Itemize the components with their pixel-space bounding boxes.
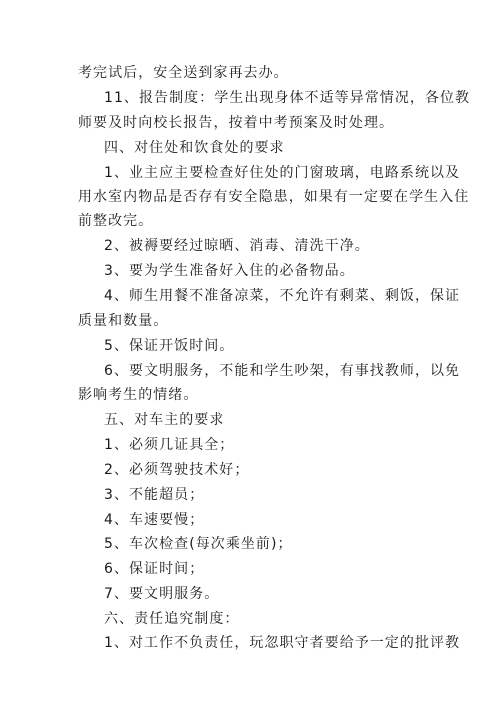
section-heading-accommodation: 四、对住处和饮食处的要求: [104, 140, 285, 156]
list-item: 3、不能超员；: [104, 487, 205, 503]
list-item: 1、对工作不负责任，玩忽职守者要给予一定的批评教: [104, 635, 461, 651]
section-heading-accountability: 六、责任追究制度：: [104, 611, 240, 627]
list-item: 1、业主应主要检查好住处的门窗玻璃，电路系统以及: [104, 165, 461, 181]
list-item: 5、车次检查(每次乘坐前)；: [104, 536, 293, 552]
list-item: 6、要文明服务，不能和学生吵架，有事找教师，以免: [104, 363, 461, 379]
list-item: 6、保证时间；: [104, 561, 205, 577]
text-line-continuation: 考完试后，安全送到家再去办。: [78, 65, 289, 81]
text-line-continuation: 师要及时向校长报告，按着中考预案及时处理。: [78, 115, 395, 131]
list-item: 4、师生用餐不准备凉菜，不允许有剩菜、剩饭，保证: [104, 288, 461, 304]
list-item: 2、被褥要经过晾晒、消毒、清洗干净。: [104, 238, 370, 254]
list-item: 1、必须几证具全；: [104, 437, 235, 453]
text-line-continuation: 质量和数量。: [78, 313, 169, 329]
section-heading-vehicle-owner: 五、对车主的要求: [104, 412, 225, 428]
text-line-continuation: 影响考生的情绪。: [78, 387, 199, 403]
text-line-continuation: 用水室内物品是否存有安全隐患，如果有一定要在学生入住: [78, 189, 470, 205]
paragraph-report-system: 11、报告制度：学生出现身体不适等异常情况，各位教: [104, 90, 471, 106]
list-item: 4、车速要慢；: [104, 512, 205, 528]
list-item: 7、要文明服务。: [104, 586, 220, 602]
list-item: 2、必须驾驶技术好；: [104, 462, 250, 478]
list-item: 5、保证开饭时间。: [104, 338, 235, 354]
text-line-continuation: 前整改完。: [78, 213, 154, 229]
list-item: 3、要为学生准备好入住的必备物品。: [104, 263, 355, 279]
